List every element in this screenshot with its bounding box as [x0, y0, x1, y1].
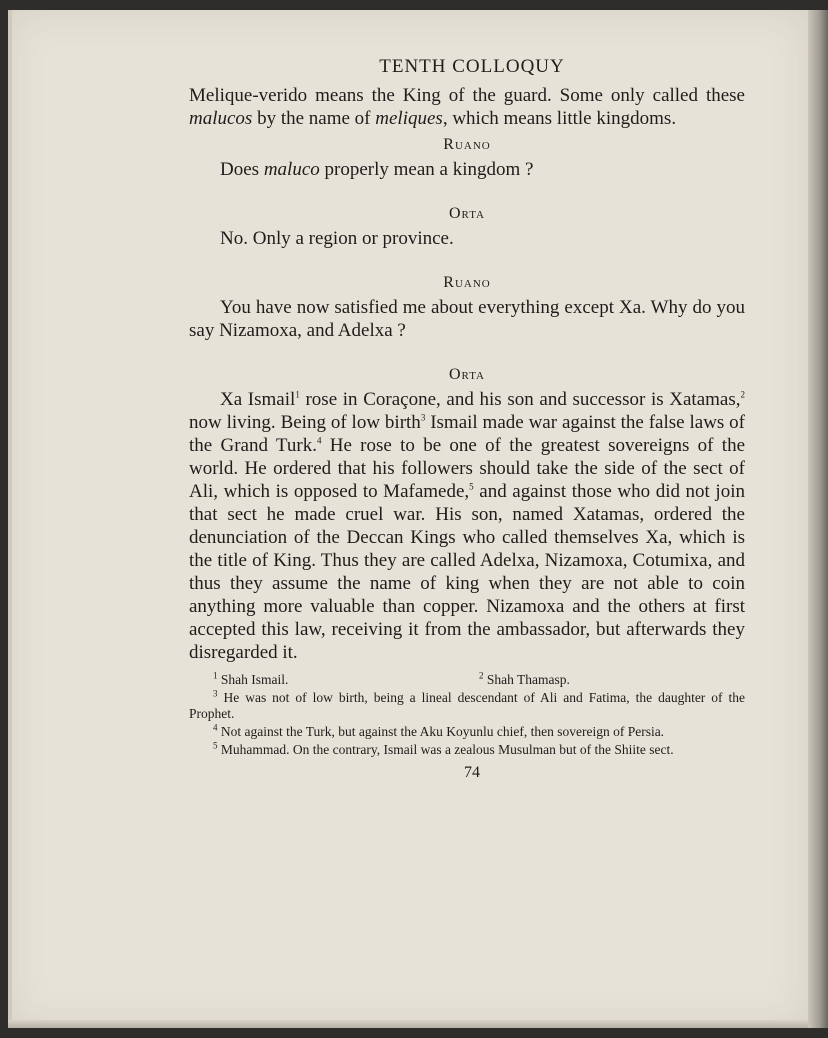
footnotes: [189, 672, 745, 758]
footnote-5: $^5$ Muhammad. On the contrary, Ismail was a zealous Musulman but of the Shiite sect.: [213, 740, 674, 757]
footnote-ref: 5: [469, 481, 474, 492]
speaker-ruano: Ruano: [443, 274, 491, 291]
text-block: [189, 56, 745, 782]
footnote-4: $^4$ Not against the Turk, but against the Aku Koyunlu chief, then sovereign of Persia.: [213, 722, 665, 739]
footnote-ref: 4: [316, 435, 322, 446]
footnote-ref: 3: [420, 412, 426, 423]
left-page-edge: [8, 10, 12, 1028]
footnote-ref: 1: [295, 389, 300, 400]
footnote-2: $^2$ Shah Thamasp.: [479, 670, 570, 687]
paragraph-4: You have now satisfied me about everything except Xa. Why do you say Nizamoxa, and Adelxa ?: [189, 297, 745, 341]
paragraph-5: Xa Ismail$^1$ rose in Coraçone, and his son and successor is Xatamas,$^2$ now living. Being of low birth$^3$ Ismail made war against the false laws of the Grand Turk.$^4$ He rose to be one of the greatest sovereigns of the world. He ordered that his followers should take the side of the sect of Ali, which is opposed to Mafamede,$^5$ and against those who did not join that sect he made cruel war. His son, named Xatamas, ordered the denunciation of the Deccan Kings who called themselves Xa, which is the title of King. Thus they are called Adelxa, Nizamoxa, Cotumixa, and thus they assume the name of king when they are not able to coin anything more valuable than copper. Nizamoxa and the others at first accepted this law, receiving it from the ambassador, but afterwards they disregarded it.: [189, 389, 746, 663]
bottom-edge: [8, 1020, 808, 1028]
page-number: 74: [464, 764, 480, 781]
paragraph-3: No. Only a region or province.: [220, 228, 454, 249]
speaker-ruano: Ruano: [443, 136, 491, 153]
speaker-orta: Orta: [448, 205, 485, 222]
binding-edge: [808, 10, 828, 1028]
footnote-3: $^3$ He was not of low birth, being a lineal descendant of Ali and Fatima, the daughter of the Prophet.: [189, 688, 746, 721]
paragraph-1: Melique-verido means the King of the guard. Some only called these malucos by the name of meliques, which means little kingdoms.: [189, 85, 745, 129]
paragraph-2: Does maluco properly mean a kingdom ?: [220, 159, 534, 180]
speaker-orta: Orta: [448, 366, 485, 383]
footnote-1: $^1$ Shah Ismail.: [213, 670, 289, 687]
footnote-ref: 2: [740, 389, 745, 400]
running-header: TENTH COLLOQUY: [379, 56, 565, 77]
